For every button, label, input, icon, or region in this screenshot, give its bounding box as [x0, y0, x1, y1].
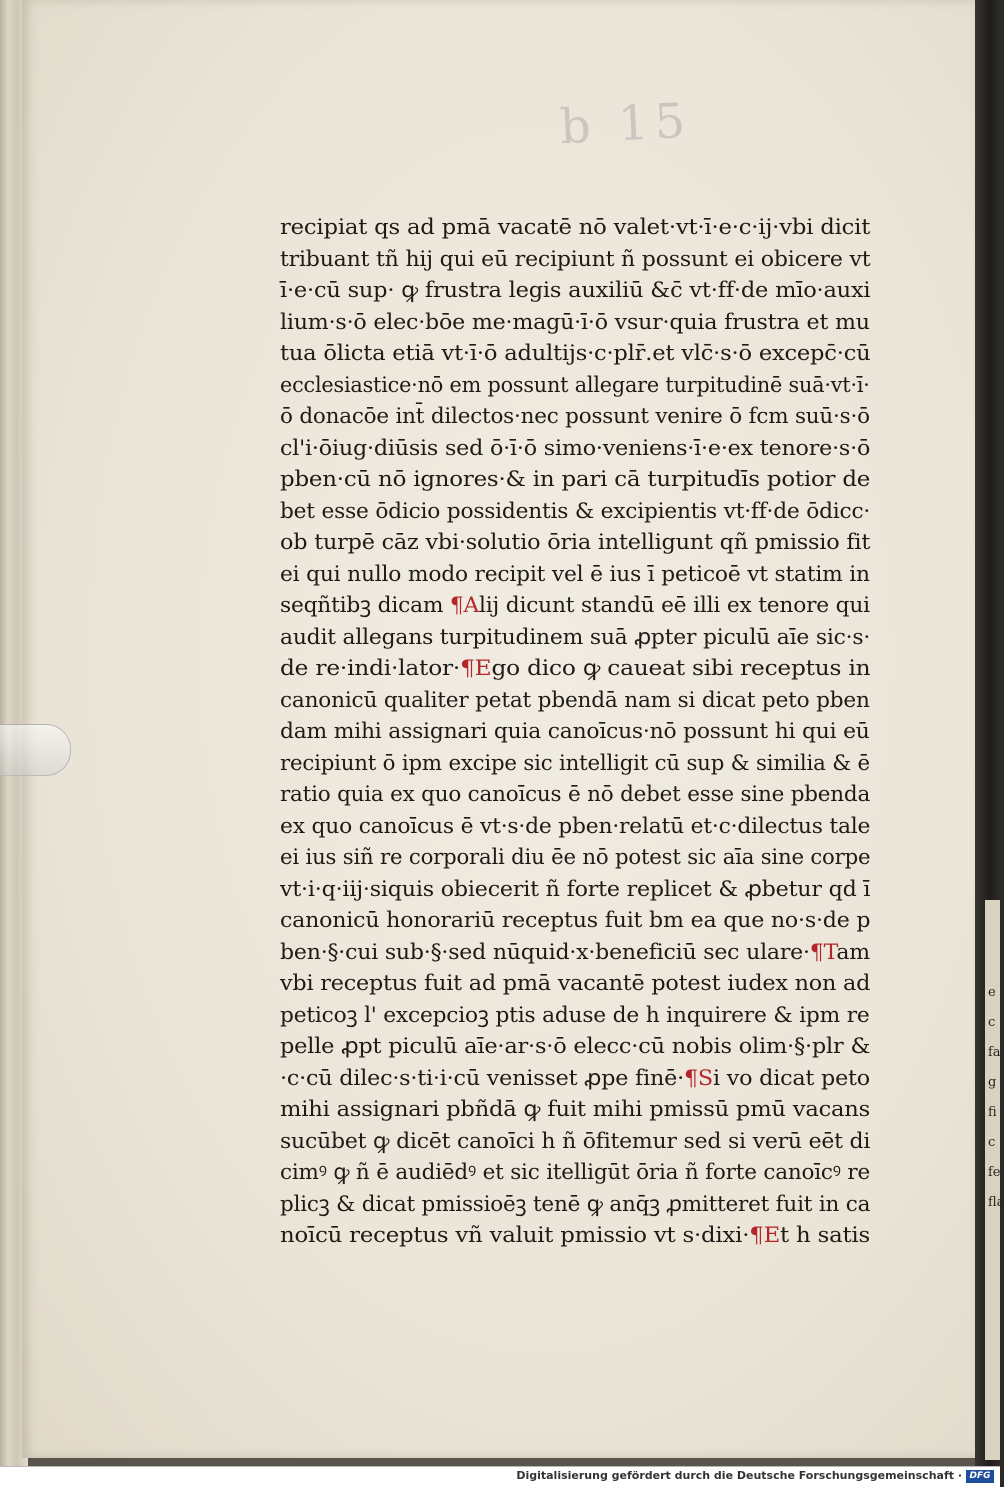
line-text: ob turpē cāz vbi·solutio ōria intelligunt qñ pmissio fit [280, 530, 871, 555]
text-line [280, 401, 880, 433]
line-text: mihi assignari pbñdā ꝙ fuit mihi pmissū pmū vacans [280, 1097, 871, 1122]
line-text: vt·i·q·iij·siquis obiecerit ñ forte replicet & ꝓbetur qd ī [280, 876, 871, 902]
text-line [280, 1031, 880, 1063]
text-line [280, 433, 880, 465]
line-text: ben·§·cui sub·§·sed nūquid·x·beneficiū sec ulare· [280, 939, 810, 965]
next-page-fragment: fa [988, 1045, 1001, 1060]
line-text: sucūbet ꝙ dicēt canoīci h ñ ōfitemur sed si verū eēt di [280, 1128, 871, 1154]
next-page-fragment: g [988, 1075, 997, 1090]
dfg-logo: DFG [966, 1470, 994, 1483]
text-line [280, 1126, 880, 1158]
line-text: seqñtibꝫ dicam [280, 593, 450, 618]
line-text: de re·indi·lator· [280, 656, 461, 681]
rubricated-initial: ¶S [683, 1065, 713, 1091]
text-line [280, 590, 880, 622]
next-page-fragment: c [988, 1015, 996, 1030]
text-line [280, 275, 880, 307]
text-line [280, 1063, 880, 1095]
text-line [280, 496, 880, 528]
footer-bar [0, 1466, 1000, 1487]
text-line [280, 338, 880, 370]
line-text: canonicū honorariū receptus fuit bm ea que no·s·de p [280, 908, 871, 933]
text-line [280, 1189, 880, 1221]
text-line [280, 244, 880, 276]
next-page-fragment: c [988, 1135, 996, 1150]
next-page-strip [985, 900, 1004, 1460]
line-text: recipiunt ō ipm excipe sic intelligit cū sup & similia & ē [280, 750, 870, 776]
line-text: ·c·cū dilec·s·ti·i·cū venisset ꝓpe finē· [280, 1065, 684, 1091]
next-page-fragment: fe [988, 1165, 1001, 1180]
line-text: ecclesiastice·nō em possunt allegare turpitudinē suā·vt·ī· [280, 372, 870, 398]
line-text: plicꝫ & dicat pmissioēꝫ tenē ꝙ anq̄ꝫ ꝓmitteret fuit in ca [280, 1191, 871, 1217]
line-text: cl'i·ōiug·diūsis sed ō·ī·ō simo·veniens·ī·e·ex tenore·s·ō [280, 435, 871, 461]
text-line [280, 1000, 880, 1032]
text-line [280, 811, 880, 843]
line-text: dam mihi assignari quia canoīcus·nō possunt hi qui eū [280, 719, 870, 744]
line-text: lium·s·ō elec·bōe me·magū·ī·ō vsur·quia frustra et mu [280, 309, 870, 335]
line-text: canonicū qualiter petat pbendā nam si dicat peto pben [280, 687, 870, 713]
line-text: pelle ꝓpt piculū aīe·ar·s·ō elecc·cū nobis olim·§·plr & [280, 1034, 871, 1059]
text-line [280, 842, 880, 874]
footer-credit: Digitalisierung gefördert durch die Deutsche Forschungsgemeinschaft · [516, 1469, 962, 1482]
line-text: peticoꝫ l' excepcioꝫ ptis aduse de h inquirere & ipm re [280, 1002, 870, 1028]
line-text: pben·cū nō ignores·& in pari cā turpitudīs potior de [280, 467, 871, 492]
text-block [280, 212, 880, 1252]
line-text: am [836, 939, 870, 965]
text-line [280, 685, 880, 717]
text-line [280, 1220, 880, 1252]
rubricated-initial: ¶T [809, 939, 837, 965]
next-page-fragment: e [988, 985, 996, 1000]
line-text: bet esse ōdicio possidentis & excipientis vt·ff·de ōdicc· [280, 498, 871, 524]
line-text: ō donacōe int̄ dilectos·nec possunt venire ō fcm suū·s·ō [280, 404, 870, 429]
line-text: t h satis [780, 1223, 870, 1248]
line-text: tribuant tñ hij qui eū recipiunt ñ possunt ei obicere vt [280, 246, 871, 272]
text-line [280, 779, 880, 811]
next-page-fragment: fla [988, 1195, 1004, 1210]
text-line [280, 1094, 880, 1126]
line-text: lij dicunt standū eē illi ex tenore qui [479, 593, 870, 618]
line-text: vbi receptus fuit ad pmā vacantē potest iudex non ad [280, 971, 871, 996]
text-line [280, 1157, 880, 1189]
text-line [280, 370, 880, 402]
pencil-folio-mark: b 15 [558, 92, 693, 156]
text-line [280, 937, 880, 969]
rubricated-initial: ¶E [749, 1223, 781, 1248]
line-text: recipiat qs ad pmā vacatē nō valet·vt·ī·e·c·ij·vbi dicit [280, 215, 871, 240]
line-text: go dico ꝙ caueat sibi receptus in [491, 656, 871, 681]
line-text: i vo dicat peto [712, 1065, 870, 1091]
text-line [280, 622, 880, 654]
text-line [280, 464, 880, 496]
line-text: ex quo canoīcus ē vt·s·de pben·relatū et·c·dilectus tale [280, 813, 871, 839]
text-line [280, 874, 880, 906]
page-clip [0, 724, 71, 776]
line-text: tua ōlicta etiā vt·ī·ō adultijs·c·plr̄.et vlc̄·s·ō excepc̄·cū [280, 341, 871, 366]
text-line [280, 527, 880, 559]
text-line [280, 653, 880, 685]
rubricated-initial: ¶E [460, 656, 492, 681]
line-text: ratio quia ex quo canoīcus ē nō debet esse sine pbenda [280, 782, 871, 807]
text-line [280, 748, 880, 780]
line-text: ei qui nullo modo recipit vel ē ius ī peticoē vt statim in [280, 561, 870, 587]
text-line [280, 968, 880, 1000]
rubricated-initial: ¶A [449, 593, 480, 618]
text-line [280, 212, 880, 244]
text-line [280, 905, 880, 937]
line-text: noīcū receptus vñ valuit pmissio vt s·dixi· [280, 1223, 750, 1248]
next-page-fragment: fi [988, 1105, 997, 1120]
text-line [280, 716, 880, 748]
text-line [280, 559, 880, 591]
line-text: ī·e·cū sup· ꝙ frustra legis auxiliū &c̄ vt·ff·de mīo·auxi [280, 278, 871, 303]
line-text: cimꝰ ꝙ ñ ē audiēdꝰ et sic itelligūt ōria ñ forte canoīcꝰ re [280, 1160, 870, 1185]
line-text: ei ius siñ re corporali diu ēe nō potest sic aīa sine corpe [280, 845, 871, 870]
line-text: audit allegans turpitudinem suā ꝓpter piculū aīe sic·s· [280, 624, 871, 650]
text-line [280, 307, 880, 339]
